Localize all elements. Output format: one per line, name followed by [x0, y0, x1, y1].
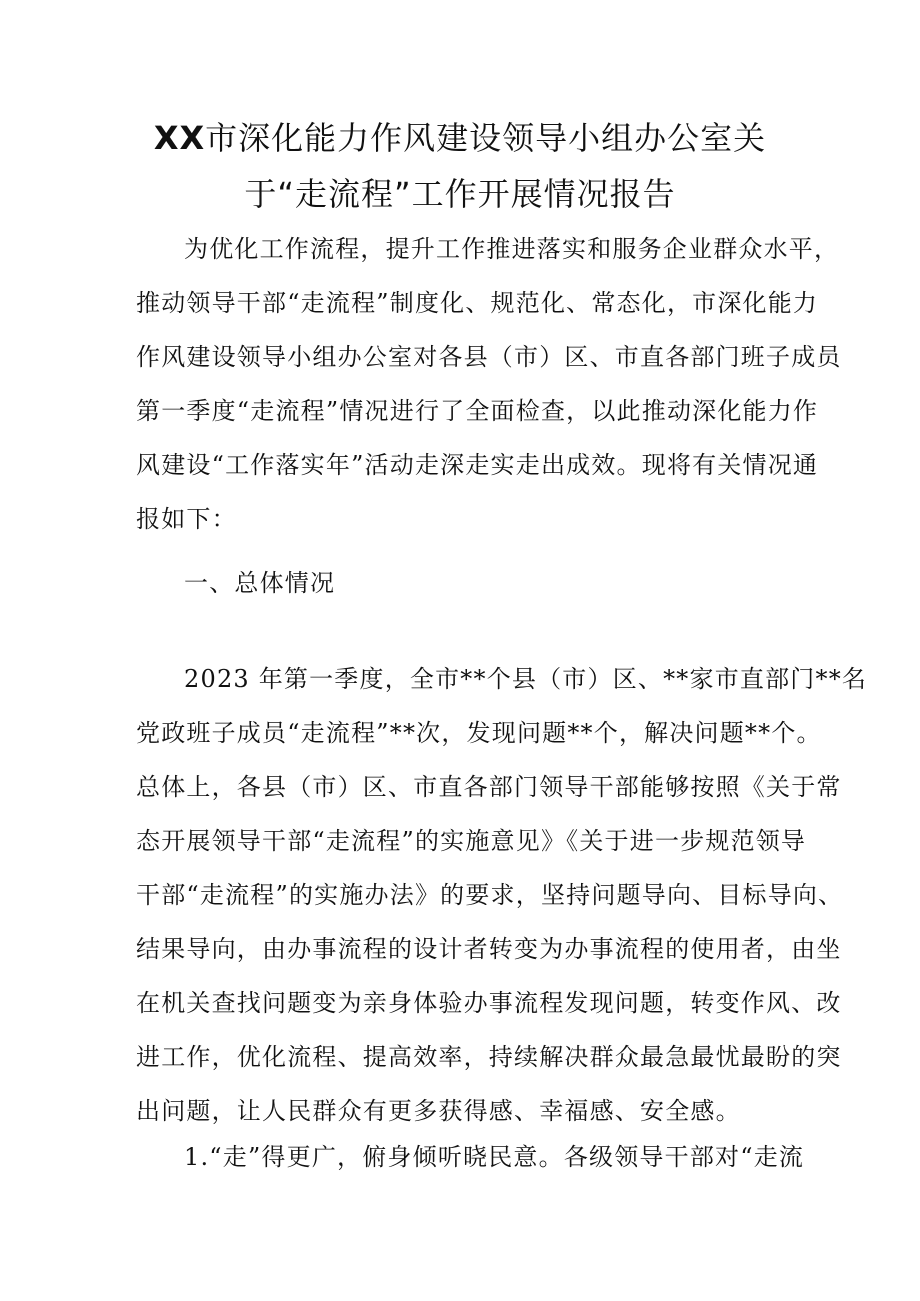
- intro-line: 第一季度“走流程”情况进行了全面检查，以此推动深化能力作: [136, 397, 819, 425]
- item-line: 1.“走”得更广，俯身倾听晓民意。各级领导干部对“走流: [184, 1143, 805, 1171]
- section-line: 态开展领导干部“走流程”的实施意见》《关于进一步规范领导: [136, 827, 807, 855]
- section-line: 进工作，优化流程、提高效率，持续解决群众最急最忧最盼的突: [136, 1043, 842, 1071]
- document-title-line-1: [120, 118, 800, 158]
- section-heading: 一、总体情况: [184, 569, 336, 597]
- section-line: 党政班子成员“走流程”**次，发现问题**个，解决问题**个。: [136, 719, 822, 747]
- document-title-line-2: 于“走流程”工作开展情况报告: [244, 175, 676, 213]
- section-line: 结果导向，由办事流程的设计者转变为办事流程的使用者，由坐: [136, 935, 842, 963]
- section-line: 2023 年第一季度，全市**个县（市）区、**家市直部门**名: [184, 665, 868, 693]
- section-line: 总体上，各县（市）区、市直各部门领导干部能够按照《关于常: [136, 773, 842, 801]
- section-line: 出问题，让人民群众有更多获得感、幸福感、安全感。: [136, 1097, 741, 1125]
- section-1-paragraph: [136, 652, 868, 1138]
- intro-line: 风建设“工作落实年”活动走深走实走出成效。现将有关情况通: [136, 451, 819, 479]
- title-line-1-text: 市深化能力作风建设领导小组办公室关: [205, 119, 767, 157]
- section-line: 干部“走流程”的实施办法》的要求，坚持问题导向、目标导向、: [136, 881, 844, 909]
- section-line: 在机关查找问题变为亲身体验办事流程发现问题，转变作风、改: [136, 989, 842, 1017]
- intro-line: 报如下：: [136, 505, 237, 533]
- intro-paragraph: [136, 222, 842, 546]
- intro-line: 为优化工作流程，提升工作推进落实和服务企业群众水平，: [184, 235, 840, 263]
- title-prefix: XX: [153, 119, 206, 157]
- intro-line: 推动领导干部“走流程”制度化、规范化、常态化，市深化能力: [136, 289, 819, 317]
- item-1-paragraph: [136, 1130, 805, 1184]
- intro-line: 作风建设领导小组办公室对各县（市）区、市直各部门班子成员: [136, 343, 842, 371]
